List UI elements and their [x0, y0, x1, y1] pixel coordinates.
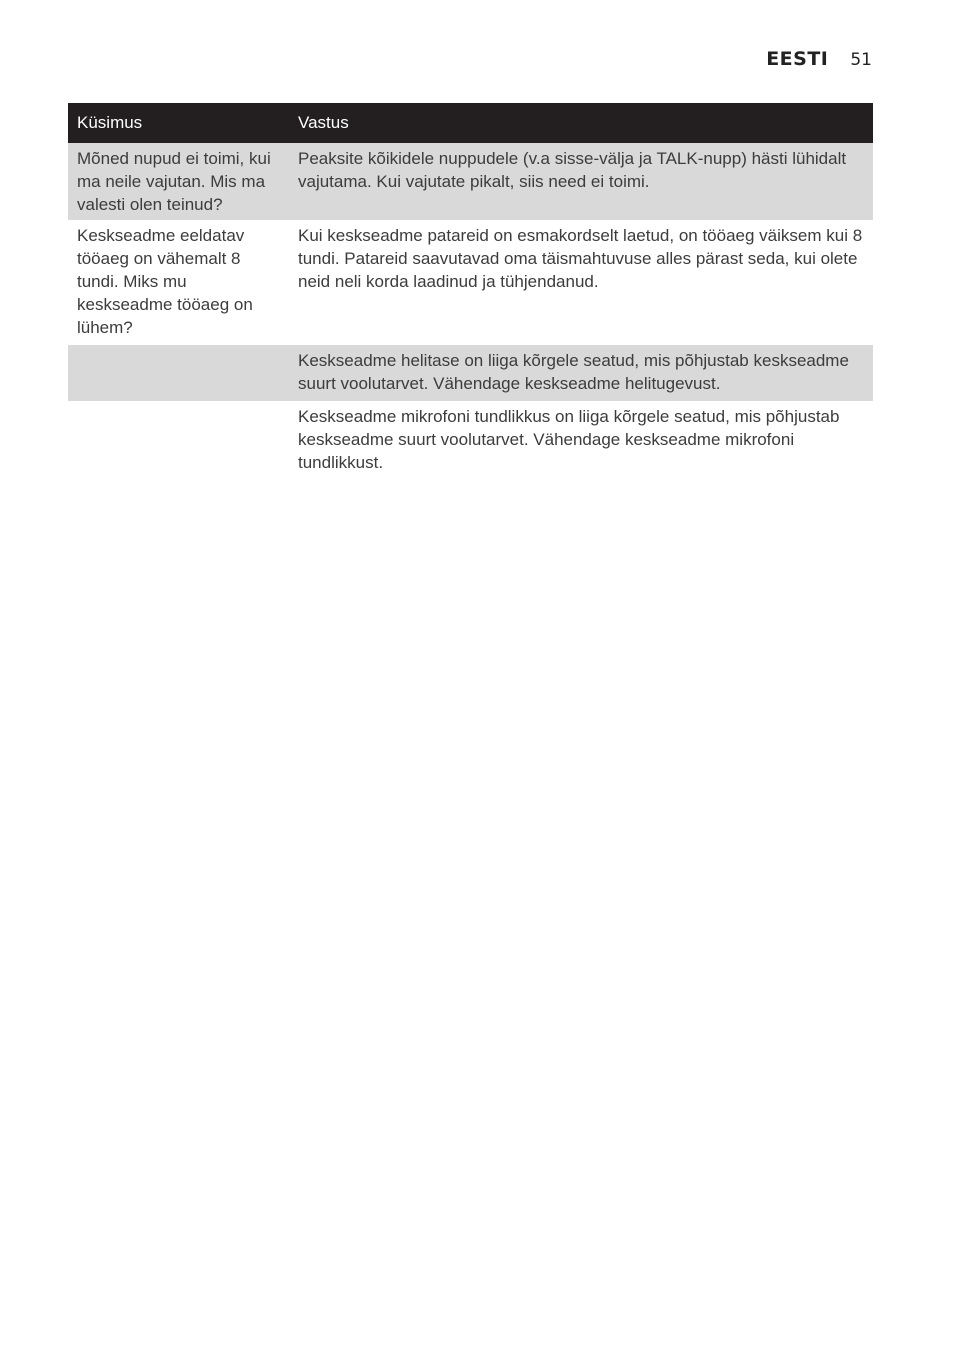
table-row [68, 220, 873, 345]
column-header-question: Küsimus [68, 103, 289, 143]
question-cell [68, 345, 289, 401]
answer-cell: Kui keskseadme patareid on esmakordselt laetud, on tööaeg väiksem kui 8 tundi. Patareid saavutavad oma täismahtuvuse alles pärast seda, kui olete neid neli korda laadinud ja tühjendanud. [298, 226, 863, 291]
table-row [68, 143, 873, 220]
column-header-answer: Vastus [289, 103, 873, 143]
page-header [766, 48, 872, 70]
answer-cell: Keskseadme helitase on liiga kõrgele seatud, mis põhjustab keskseadme suurt voolutarvet. Vähendage keskseadme helitugevust. [289, 345, 873, 401]
question-cell: Keskseadme eeldatav tööaeg on vähemalt 8 tundi. Miks mu keskseadme tööaeg on lühem? [77, 226, 253, 337]
question-cell: Mõned nupud ei toimi, kui ma neile vajutan. Mis ma valesti olen teinud? [68, 143, 289, 220]
answer-cell: Keskseadme mikrofoni tundlikkus on liiga kõrgele seatud, mis põhjustab keskseadme suurt voolutarvet. Vähendage keskseadme mikrofoni tundlikkust. [298, 407, 840, 472]
table-row [68, 401, 873, 479]
question-cell [68, 401, 289, 479]
answer-cell: Peaksite kõikidele nuppudele (v.a sisse-välja ja TALK-nupp) hästi lühidalt vajutama. Kui vajutate pikalt, siis need ei toimi. [289, 143, 873, 220]
table-row [68, 345, 873, 401]
language-label: EESTI [766, 48, 829, 70]
faq-table [68, 103, 873, 479]
table-header-row [68, 103, 873, 143]
page-number: 51 [850, 50, 872, 70]
